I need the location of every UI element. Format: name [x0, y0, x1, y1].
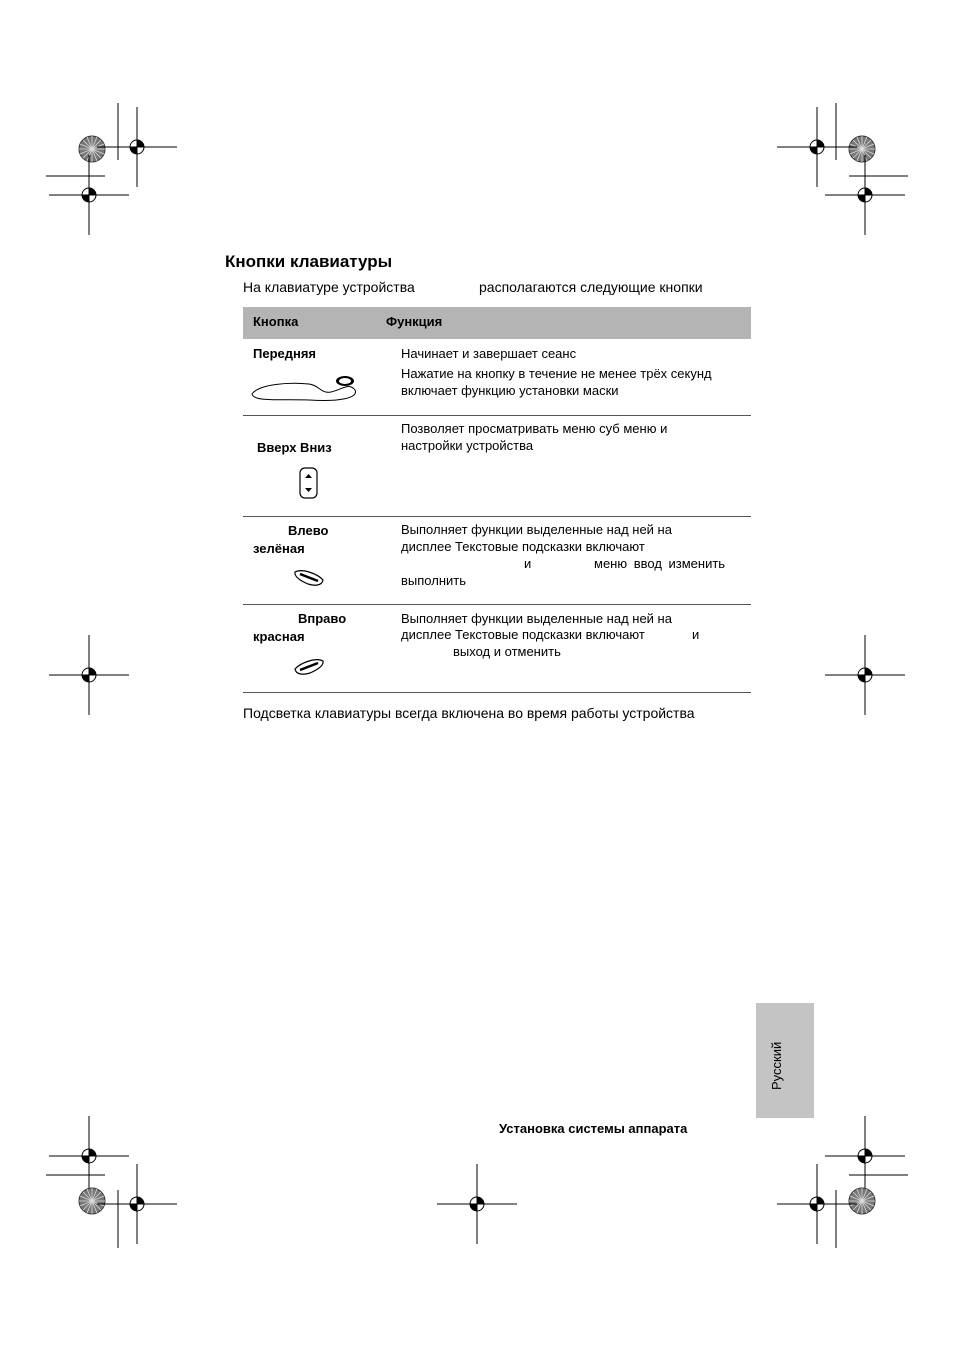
row1-function-line1: Начинает и завершает сеанс [401, 346, 577, 361]
row4-function-line2: дисплее Текстовые подсказки включают [401, 627, 645, 642]
table-row-divider [243, 415, 751, 416]
row1-button-label: Передняя [253, 346, 317, 361]
row2-function-line2: настройки устройства [401, 438, 534, 453]
row3-function-line3a: и [524, 556, 532, 571]
row3-function-line3b: меню ввод изменить [594, 556, 726, 571]
row3-function-line4: выполнить [401, 573, 466, 588]
page-heading: Кнопки клавиатуры [225, 252, 393, 271]
up-down-key-icon [298, 466, 320, 500]
intro-text-part2: располагаются следующие кнопки [479, 279, 703, 295]
row4-function-line3: выход и отменить [453, 644, 561, 659]
row2-button-label: Вверх Вниз [257, 440, 332, 455]
section-footer-title: Установка системы аппарата [499, 1121, 688, 1136]
row3-button-label-line2: зелёная [253, 541, 305, 556]
right-red-key-icon [292, 653, 326, 677]
table-row-divider [243, 604, 751, 605]
row3-function-line1: Выполняет функции выделенные над ней на [401, 522, 672, 537]
row4-function-line2b: и [692, 627, 700, 642]
row4-button-label-line2: красная [253, 629, 305, 644]
row1-function-line3: включает функцию установки маски [401, 383, 619, 398]
intro-text-part1: На клавиатуре устройства [243, 279, 415, 295]
table-header [243, 307, 751, 339]
row4-function-line1: Выполняет функции выделенные над ней на [401, 611, 672, 626]
row2-function-line1: Позволяет просматривать меню суб меню и [401, 421, 668, 436]
row3-button-label-line1: Влево [288, 523, 329, 538]
row4-button-label-line1: Вправо [298, 611, 347, 626]
row1-function-line2: Нажатие на кнопку в течение не менее трёх секунд [401, 366, 712, 381]
column-header-function: Функция [386, 314, 443, 329]
table-row-divider [243, 516, 751, 517]
row3-function-line2: дисплее Текстовые подсказки включают [401, 539, 645, 554]
column-header-button: Кнопка [253, 314, 299, 329]
front-key-icon [249, 372, 359, 404]
left-green-key-icon [292, 564, 326, 588]
table-bottom-rule [243, 692, 751, 693]
language-tab [756, 1003, 814, 1118]
language-tab-label: Русский [769, 1041, 784, 1090]
backlight-note: Подсветка клавиатуры всегда включена во время работы устройства [243, 705, 695, 721]
